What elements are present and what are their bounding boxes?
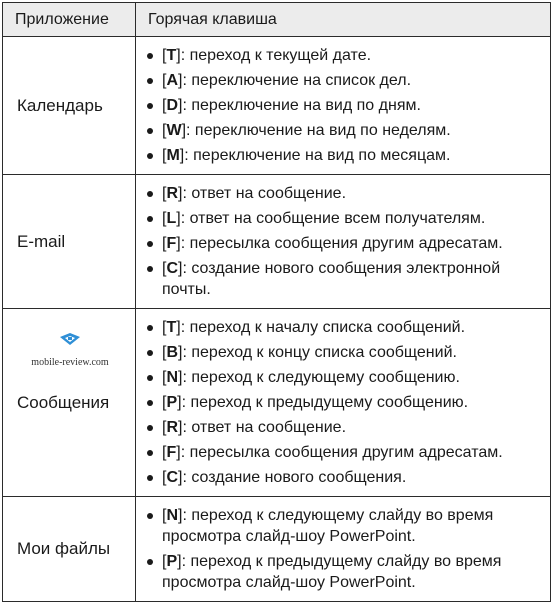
hotkey-item <box>144 70 544 91</box>
hotkey-item <box>144 95 544 116</box>
app-name: E-mail <box>17 231 66 251</box>
bracket-open: [ <box>162 47 167 64</box>
hotkey-key: D <box>166 97 179 114</box>
hotkey-item <box>144 417 544 438</box>
table-row-my-files <box>3 497 551 602</box>
hotkey-key: N <box>166 369 179 386</box>
hotkey-item <box>144 258 544 300</box>
bracket-close: ] <box>178 507 183 524</box>
hotkey-item <box>144 233 544 254</box>
bracket-close: ] <box>178 97 183 114</box>
hotkey-cell-messages <box>136 309 551 497</box>
bracket-open: [ <box>162 260 167 277</box>
hotkey-item <box>144 442 544 463</box>
bracket-close: ] <box>178 260 183 277</box>
hotkey-key: A <box>166 72 179 89</box>
hotkey-key: B <box>166 344 179 361</box>
hotkey-description: : пересылка сообщения другим адресатам. <box>180 444 503 461</box>
app-cell-messages <box>3 309 136 497</box>
hotkey-item <box>144 505 544 547</box>
bracket-close: ] <box>178 419 183 436</box>
hotkey-key: P <box>166 394 178 411</box>
hotkey-item <box>144 208 544 229</box>
hotkey-description: : переход к началу списка сообщений. <box>180 319 466 336</box>
bracket-close: ] <box>176 210 181 227</box>
bracket-open: [ <box>162 419 167 436</box>
hotkey-key: W <box>166 122 182 139</box>
bracket-open: [ <box>162 319 167 336</box>
hotkey-cell-my-files <box>136 497 551 602</box>
bracket-open: [ <box>162 235 167 252</box>
bracket-close: ] <box>181 122 187 139</box>
hotkey-description: : ответ на сообщение. <box>182 185 347 202</box>
bracket-open: [ <box>162 369 167 386</box>
hotkey-description: : переключение на вид по неделям. <box>186 122 451 139</box>
app-cell-my-files <box>3 497 136 602</box>
hotkey-item <box>144 317 544 338</box>
bracket-close: ] <box>177 553 182 570</box>
bracket-close: ] <box>177 394 182 411</box>
bracket-close: ] <box>178 72 183 89</box>
phone-logo-icon <box>56 331 84 347</box>
bracket-open: [ <box>162 210 167 227</box>
hotkey-item <box>144 551 544 593</box>
hotkey-list <box>144 505 544 593</box>
hotkey-item <box>144 467 544 488</box>
bracket-close: ] <box>179 147 185 164</box>
hotkey-item <box>144 367 544 388</box>
hotkey-description: : переход к концу списка сообщений. <box>182 344 457 361</box>
hotkey-key: L <box>166 210 177 227</box>
hotkey-description: : переключение на список дел. <box>182 72 412 89</box>
bracket-close: ] <box>176 235 181 252</box>
hotkey-item <box>144 45 544 66</box>
hotkey-cell-email <box>136 175 551 309</box>
hotkey-description: : переход к текущей дате. <box>180 47 372 64</box>
table-row-email <box>3 175 551 309</box>
hotkey-key: R <box>166 185 179 202</box>
bracket-open: [ <box>162 97 167 114</box>
header-hotkey-column: Горячая клавиша <box>136 3 551 37</box>
watermark-logo <box>11 331 129 370</box>
bracket-close: ] <box>178 344 183 361</box>
bracket-close: ] <box>176 319 181 336</box>
header-app-column: Приложение <box>3 3 136 37</box>
table-row-messages <box>3 309 551 497</box>
hotkeys-table <box>2 2 551 602</box>
hotkey-item <box>144 183 544 204</box>
bracket-close: ] <box>176 47 181 64</box>
bracket-open: [ <box>162 394 167 411</box>
hotkey-description: : создание нового сообщения электронной почты. <box>162 260 501 298</box>
watermark-text: mobile-review.com <box>31 357 109 368</box>
bracket-open: [ <box>162 185 167 202</box>
hotkey-key: C <box>166 469 179 486</box>
bracket-open: [ <box>162 507 167 524</box>
hotkey-description: : переход к предыдущему слайду во время просмотра слайд-шоу PowerPoint. <box>162 553 502 591</box>
hotkey-key: N <box>166 507 179 524</box>
hotkey-description: : переход к следующему слайду во время просмотра слайд-шоу PowerPoint. <box>162 507 494 545</box>
bracket-open: [ <box>162 553 167 570</box>
hotkey-description: : переход к следующему сообщению. <box>182 369 460 386</box>
hotkey-key: C <box>166 260 179 277</box>
hotkey-list <box>144 183 544 300</box>
hotkey-key: T <box>166 47 177 64</box>
app-name: Календарь <box>17 95 103 115</box>
bracket-close: ] <box>176 444 181 461</box>
app-cell-email <box>3 175 136 309</box>
bracket-close: ] <box>178 369 183 386</box>
hotkey-list <box>144 317 544 488</box>
hotkey-list <box>144 45 544 166</box>
hotkey-key: R <box>166 419 179 436</box>
hotkeys-table-body <box>3 37 551 602</box>
hotkey-item <box>144 342 544 363</box>
hotkey-cell-calendar <box>136 37 551 175</box>
hotkey-description: : пересылка сообщения другим адресатам. <box>180 235 503 252</box>
hotkey-key: M <box>166 147 180 164</box>
hotkey-description: : переключение на вид по месяцам. <box>184 147 451 164</box>
hotkey-key: P <box>166 553 178 570</box>
hotkey-item <box>144 145 544 166</box>
hotkey-item <box>144 392 544 413</box>
hotkey-description: : ответ на сообщение. <box>182 419 347 436</box>
hotkey-item <box>144 120 544 141</box>
hotkey-description: : создание нового сообщения. <box>182 469 407 486</box>
app-cell-calendar <box>3 37 136 175</box>
hotkey-description: : переход к предыдущему сообщению. <box>181 394 469 411</box>
hotkey-description: : переключение на вид по дням. <box>182 97 421 114</box>
app-name: Мои файлы <box>17 539 111 558</box>
table-row-calendar <box>3 37 551 175</box>
bracket-open: [ <box>162 344 167 361</box>
hotkey-key: F <box>166 444 177 461</box>
hotkey-description: : ответ на сообщение всем получателям. <box>180 210 486 227</box>
hotkey-key: T <box>166 319 177 336</box>
bracket-open: [ <box>162 72 167 89</box>
bracket-open: [ <box>162 469 167 486</box>
app-name: Сообщения <box>17 392 110 412</box>
hotkey-key: F <box>166 235 177 252</box>
bracket-open: [ <box>162 444 167 461</box>
bracket-open: [ <box>162 122 167 139</box>
table-header-row <box>3 3 551 37</box>
bracket-open: [ <box>162 147 167 164</box>
bracket-close: ] <box>178 469 183 486</box>
bracket-close: ] <box>178 185 183 202</box>
